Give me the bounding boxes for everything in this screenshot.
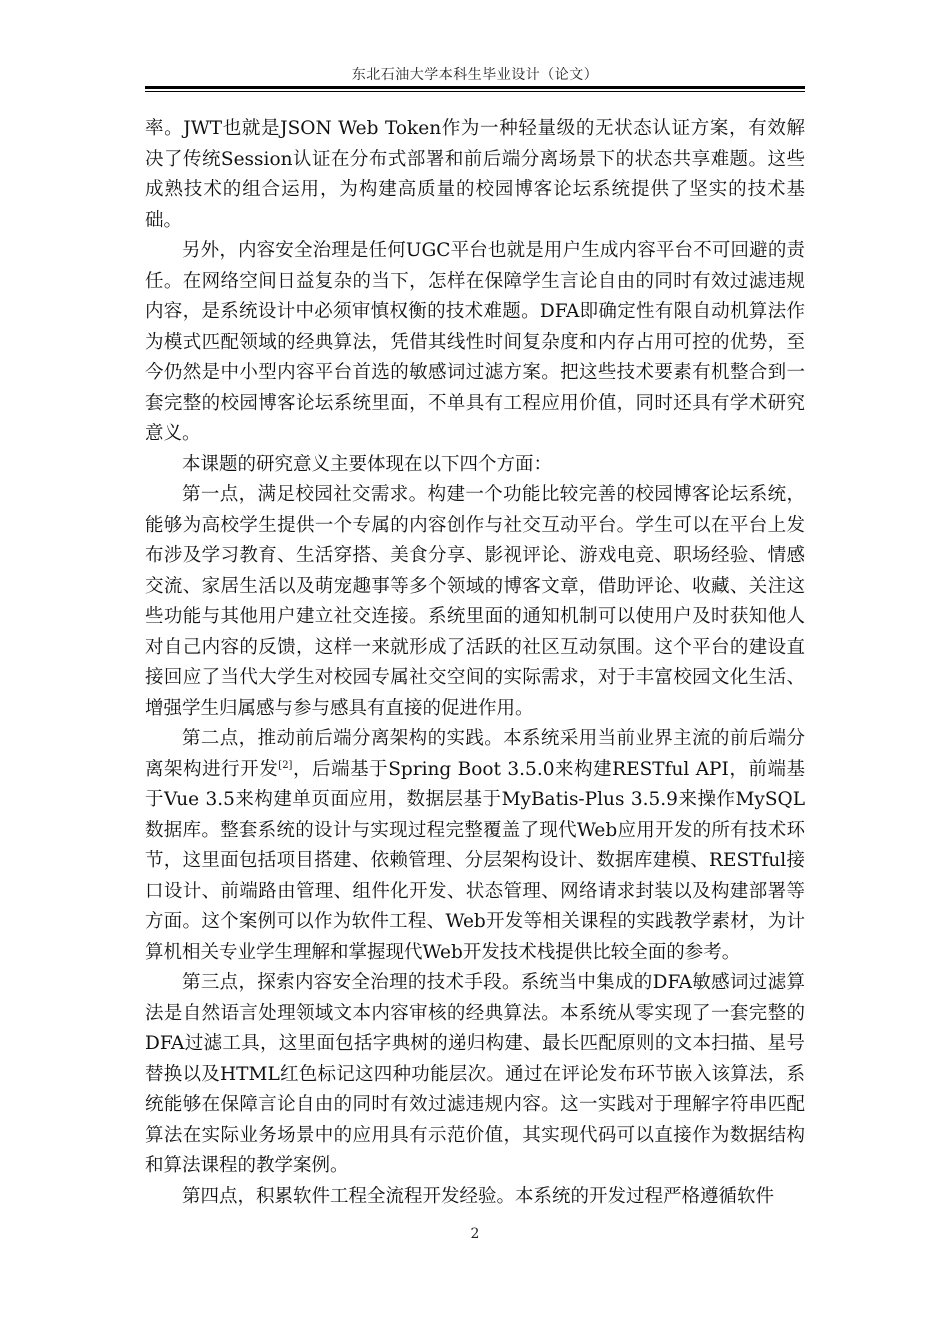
page-header-title: 东北石油大学本科生毕业设计（论文） bbox=[351, 67, 599, 83]
paragraph-point-one: 第一点，满足校园社交需求。构建一个功能比较完善的校园博客论坛系统，能够为高校学生提供一个专属的内容创作与社交互动平台。学生可以在平台上发布涉及学习教育、生活穿搭、美食分享、影视评论、游戏电竞、职场经验、情感交流、家居生活以及萌宠趣事等多个领域的博客文章，借助评论、收藏、关注这些功能与其他用户建立社交连接。系统里面的通知机制可以使用户及时获知他人对自己内容的反馈，这样一来就形成了活跃的社区互动氛围。这个平台的建设直接回应了当代大学生对校园专属社交空间的实际需求，对于丰富校园文化生活、增强学生归属感与参与感具有直接的促进作用。 bbox=[145, 484, 805, 719]
header-rule-thick bbox=[145, 86, 805, 89]
paragraph-point-two bbox=[145, 724, 805, 968]
header-rule-thin bbox=[145, 91, 805, 92]
paragraph-point-two-part-b: ，后端基于Spring Boot 3.5.0来构建RESTful API，前端基于Vue 3.5来构建单页面应用，数据层基于MyBatis-Plus 3.5.9来操作MySQL数据库。整套系统的设计与实现过程完整覆盖了现代Web应用开发的所有技术环节，这里面包括项目搭建、依赖管理、分层架构设计、数据库建模、RESTful接口设计、前端路由管理、组件化开发、状态管理、网络请求封装以及构建部署等方面。这个案例可以作为软件工程、Web开发等相关课程的实践教学素材，为计算机相关专业学生理解和掌握现代Web开发技术栈提供比较全面的参考。 bbox=[145, 758, 805, 963]
paragraph-point-three: 第三点，探索内容安全治理的技术手段。系统当中集成的DFA敏感词过滤算法是自然语言处理领域文本内容审核的经典算法。本系统从零实现了一套完整的DFA过滤工具，这里面包括字典树的递归构建、最长匹配原则的文本扫描、星号替换以及HTML红色标记这四种功能层次。通过在评论发布环节嵌入该算法，系统能够在保障言论自由的同时有效过滤违规内容。这一实践对于理解字符串匹配算法在实际业务场景中的应用具有示范价值，其实现代码可以直接作为数据结构和算法课程的教学案例。 bbox=[145, 972, 805, 1176]
citation-ref[interactable]: [2] bbox=[278, 759, 293, 771]
paragraph-continuation: 率。JWT也就是JSON Web Token作为一种轻量级的无状态认证方案，有效解决了传统Session认证在分布式部署和前后端分离场景下的状态共享难题。这些成熟技术的组合运用，为构建高质量的校园博客论坛系统提供了坚实的技术基础。 bbox=[145, 118, 805, 231]
paragraph-point-two-part-a: 第二点，推动前后端分离架构的实践。本系统采用当前业界主流的前后端分离架构进行开发 bbox=[145, 728, 805, 780]
page-number: 2 bbox=[470, 1226, 480, 1242]
paragraph-content-safety: 另外，内容安全治理是任何UGC平台也就是用户生成内容平台不可回避的责任。在网络空间日益复杂的当下，怎样在保障学生言论自由的同时有效过滤违规内容，是系统设计中必须审慎权衡的技术难题。DFA即确定性有限自动机算法作为模式匹配领域的经典算法，凭借其线性时间复杂度和内存占用可控的优势，至今仍然是中小型内容平台首选的敏感词过滤方案。把这些技术要素有机整合到一套完整的校园博客论坛系统里面，不单具有工程应用价值，同时还具有学术研究意义。 bbox=[145, 240, 805, 444]
paragraph-point-four: 第四点，积累软件工程全流程开发经验。本系统的开发过程严格遵循软件 bbox=[182, 1185, 775, 1207]
paragraph-significance-intro: 本课题的研究意义主要体现在以下四个方面： bbox=[182, 453, 553, 475]
body-text bbox=[145, 114, 805, 1212]
